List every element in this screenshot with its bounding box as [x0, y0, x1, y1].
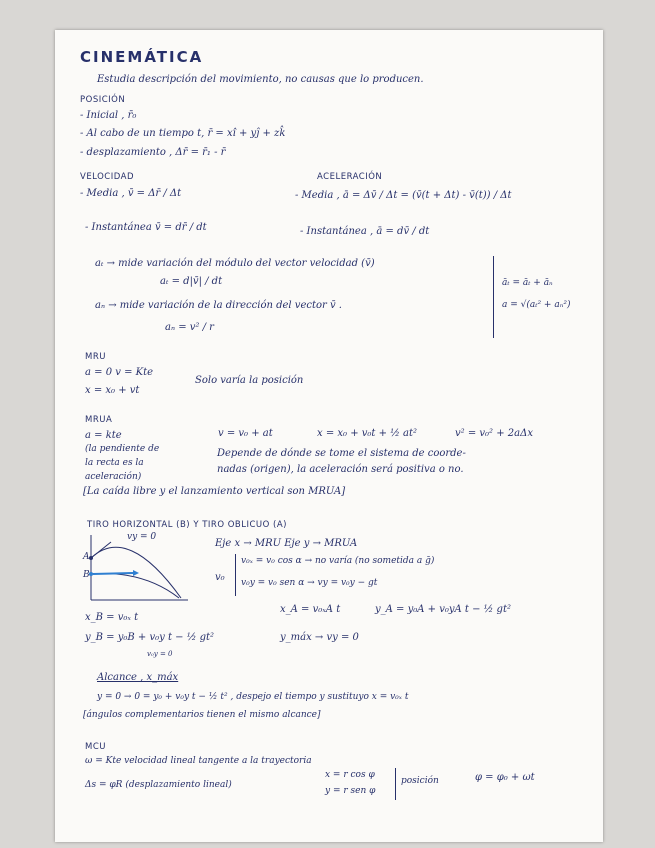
at-description: aₜ → mide variación del módulo del vector velocidad (v̄) [95, 258, 375, 269]
an-formula: aₙ = v² / r [165, 322, 214, 333]
velocidad-instantanea: - Instantánea v̄ = dr̄ / dt [85, 222, 207, 233]
mrua-eq2: x = x₀ + v₀t + ½ at² [317, 428, 418, 439]
projectile-diagram [83, 530, 193, 610]
xb-formula: x_B = v₀ₓ t [85, 612, 139, 623]
mcu-line1: ω = Kte velocidad lineal tangente a la trayectoria [85, 756, 312, 766]
yb-formula: y_B = y₀B + v₀y t − ½ gt² [85, 632, 215, 643]
xa-formula: x_A = v₀ₓA t [280, 604, 341, 615]
velocity-arrow-a [91, 542, 111, 558]
mrua-pendiente-3: aceleración) [85, 472, 142, 482]
velocidad-heading: VELOCIDAD [80, 172, 135, 182]
alcance-line1: y = 0 → 0 = y₀ + v₀y t − ½ t² , despejo el tiempo y sustituyo x = v₀ₓ t [97, 692, 409, 702]
v0-label: v₀ [215, 572, 225, 583]
tiro-heading: TIRO HORIZONTAL (B) Y TIRO OBLICUO (A) [87, 520, 287, 530]
mcu-xcos: x = r cos φ [325, 770, 375, 780]
intro-text: Estudia descripción del movimiento, no causas que lo producen. [97, 74, 424, 85]
mrua-eq3: v² = v₀² + 2aΔx [455, 428, 533, 439]
mrua-heading: MRUA [85, 415, 113, 425]
trajectory-b [91, 574, 179, 599]
aceleracion-heading: ACELERACIÓN [317, 172, 383, 182]
v0x-line: v₀ₓ = v₀ cos α → no varía (no sometida a ḡ) [241, 556, 435, 566]
mcu-posicion: posición [401, 776, 439, 786]
acceleration-sum: āₜ = āₜ + āₙ [502, 278, 553, 288]
mcu-ysen: y = r sen φ [325, 786, 376, 796]
mcu-bracket [393, 768, 396, 800]
components-bracket [493, 256, 494, 338]
mru-note: Solo varía la posición [195, 375, 304, 386]
v0-bracket [235, 554, 236, 596]
v0y-line: v₀y = v₀ sen α → vy = v₀y − gt [241, 578, 378, 588]
label-b: B [83, 570, 90, 580]
mrua-line1: a = kte [85, 430, 122, 441]
mrua-eq1: v = v₀ + at [218, 428, 273, 439]
velocidad-media: - Media , v̄ = Δr̄ / Δt [80, 188, 182, 199]
notebook-page [55, 30, 603, 842]
mcu-phi: φ = φ₀ + ωt [475, 772, 535, 783]
page-title: CINEMÁTICA [80, 48, 204, 66]
velocity-arrow-b [93, 573, 133, 574]
mrua-caida: [La caída libre y el lanzamiento vertical son MRUA] [83, 486, 346, 497]
mrua-pendiente-1: (la pendiente de [85, 444, 160, 454]
mrua-pendiente-2: la recta es la [85, 458, 144, 468]
an-description: aₙ → mide variación de la dirección del vector v̄ . [95, 300, 342, 311]
aceleracion-instantanea: - Instantánea , ā = dv̄ / dt [300, 226, 430, 237]
alcance-heading: Alcance , x_máx [97, 672, 179, 683]
ejes-line: Eje x → MRU Eje y → MRUA [215, 538, 358, 549]
label-a: A [83, 552, 90, 562]
posicion-inicial: - Inicial , r̄₀ [80, 110, 137, 121]
mru-line1: a = 0 v = Kte [85, 367, 154, 378]
mru-heading: MRU [85, 352, 106, 362]
mrua-depende-1: Depende de dónde se tome el sistema de coorde- [217, 448, 466, 459]
posicion-desplazamiento: - desplazamiento , Δr̄ = r̄₁ - r̄ [80, 147, 226, 158]
ya-formula: y_A = y₀A + v₀yA t − ½ gt² [375, 604, 511, 615]
aceleracion-media: - Media , ā = Δv̄ / Δt = (v̄(t + Δt) - v̄(t)) / Δt [295, 190, 512, 201]
mcu-heading: MCU [85, 742, 106, 752]
mcu-line2: Δs = φR (desplazamiento lineal) [85, 780, 232, 790]
arrowhead-icon [133, 570, 139, 576]
acceleration-modulus: a = √(aₜ² + aₙ²) [502, 300, 571, 310]
mru-line2: x = x₀ + vt [85, 385, 140, 396]
at-formula: aₜ = d|v̄| / dt [160, 276, 223, 287]
ymax-formula: y_máx → vy = 0 [280, 632, 359, 643]
vy-zero-note: v₀y = 0 [147, 650, 173, 658]
alcance-line2: [ángulos complementarios tienen el mismo alcance] [83, 710, 321, 720]
mrua-depende-2: nadas (origen), la aceleración será positiva o no. [217, 464, 464, 475]
posicion-al-cabo: - Al cabo de un tiempo t, r̄ = xî + yĵ + zk̂ [80, 128, 286, 139]
posicion-heading: POSICIÓN [80, 95, 126, 105]
vy-zero-label: vy = 0 [127, 532, 157, 542]
